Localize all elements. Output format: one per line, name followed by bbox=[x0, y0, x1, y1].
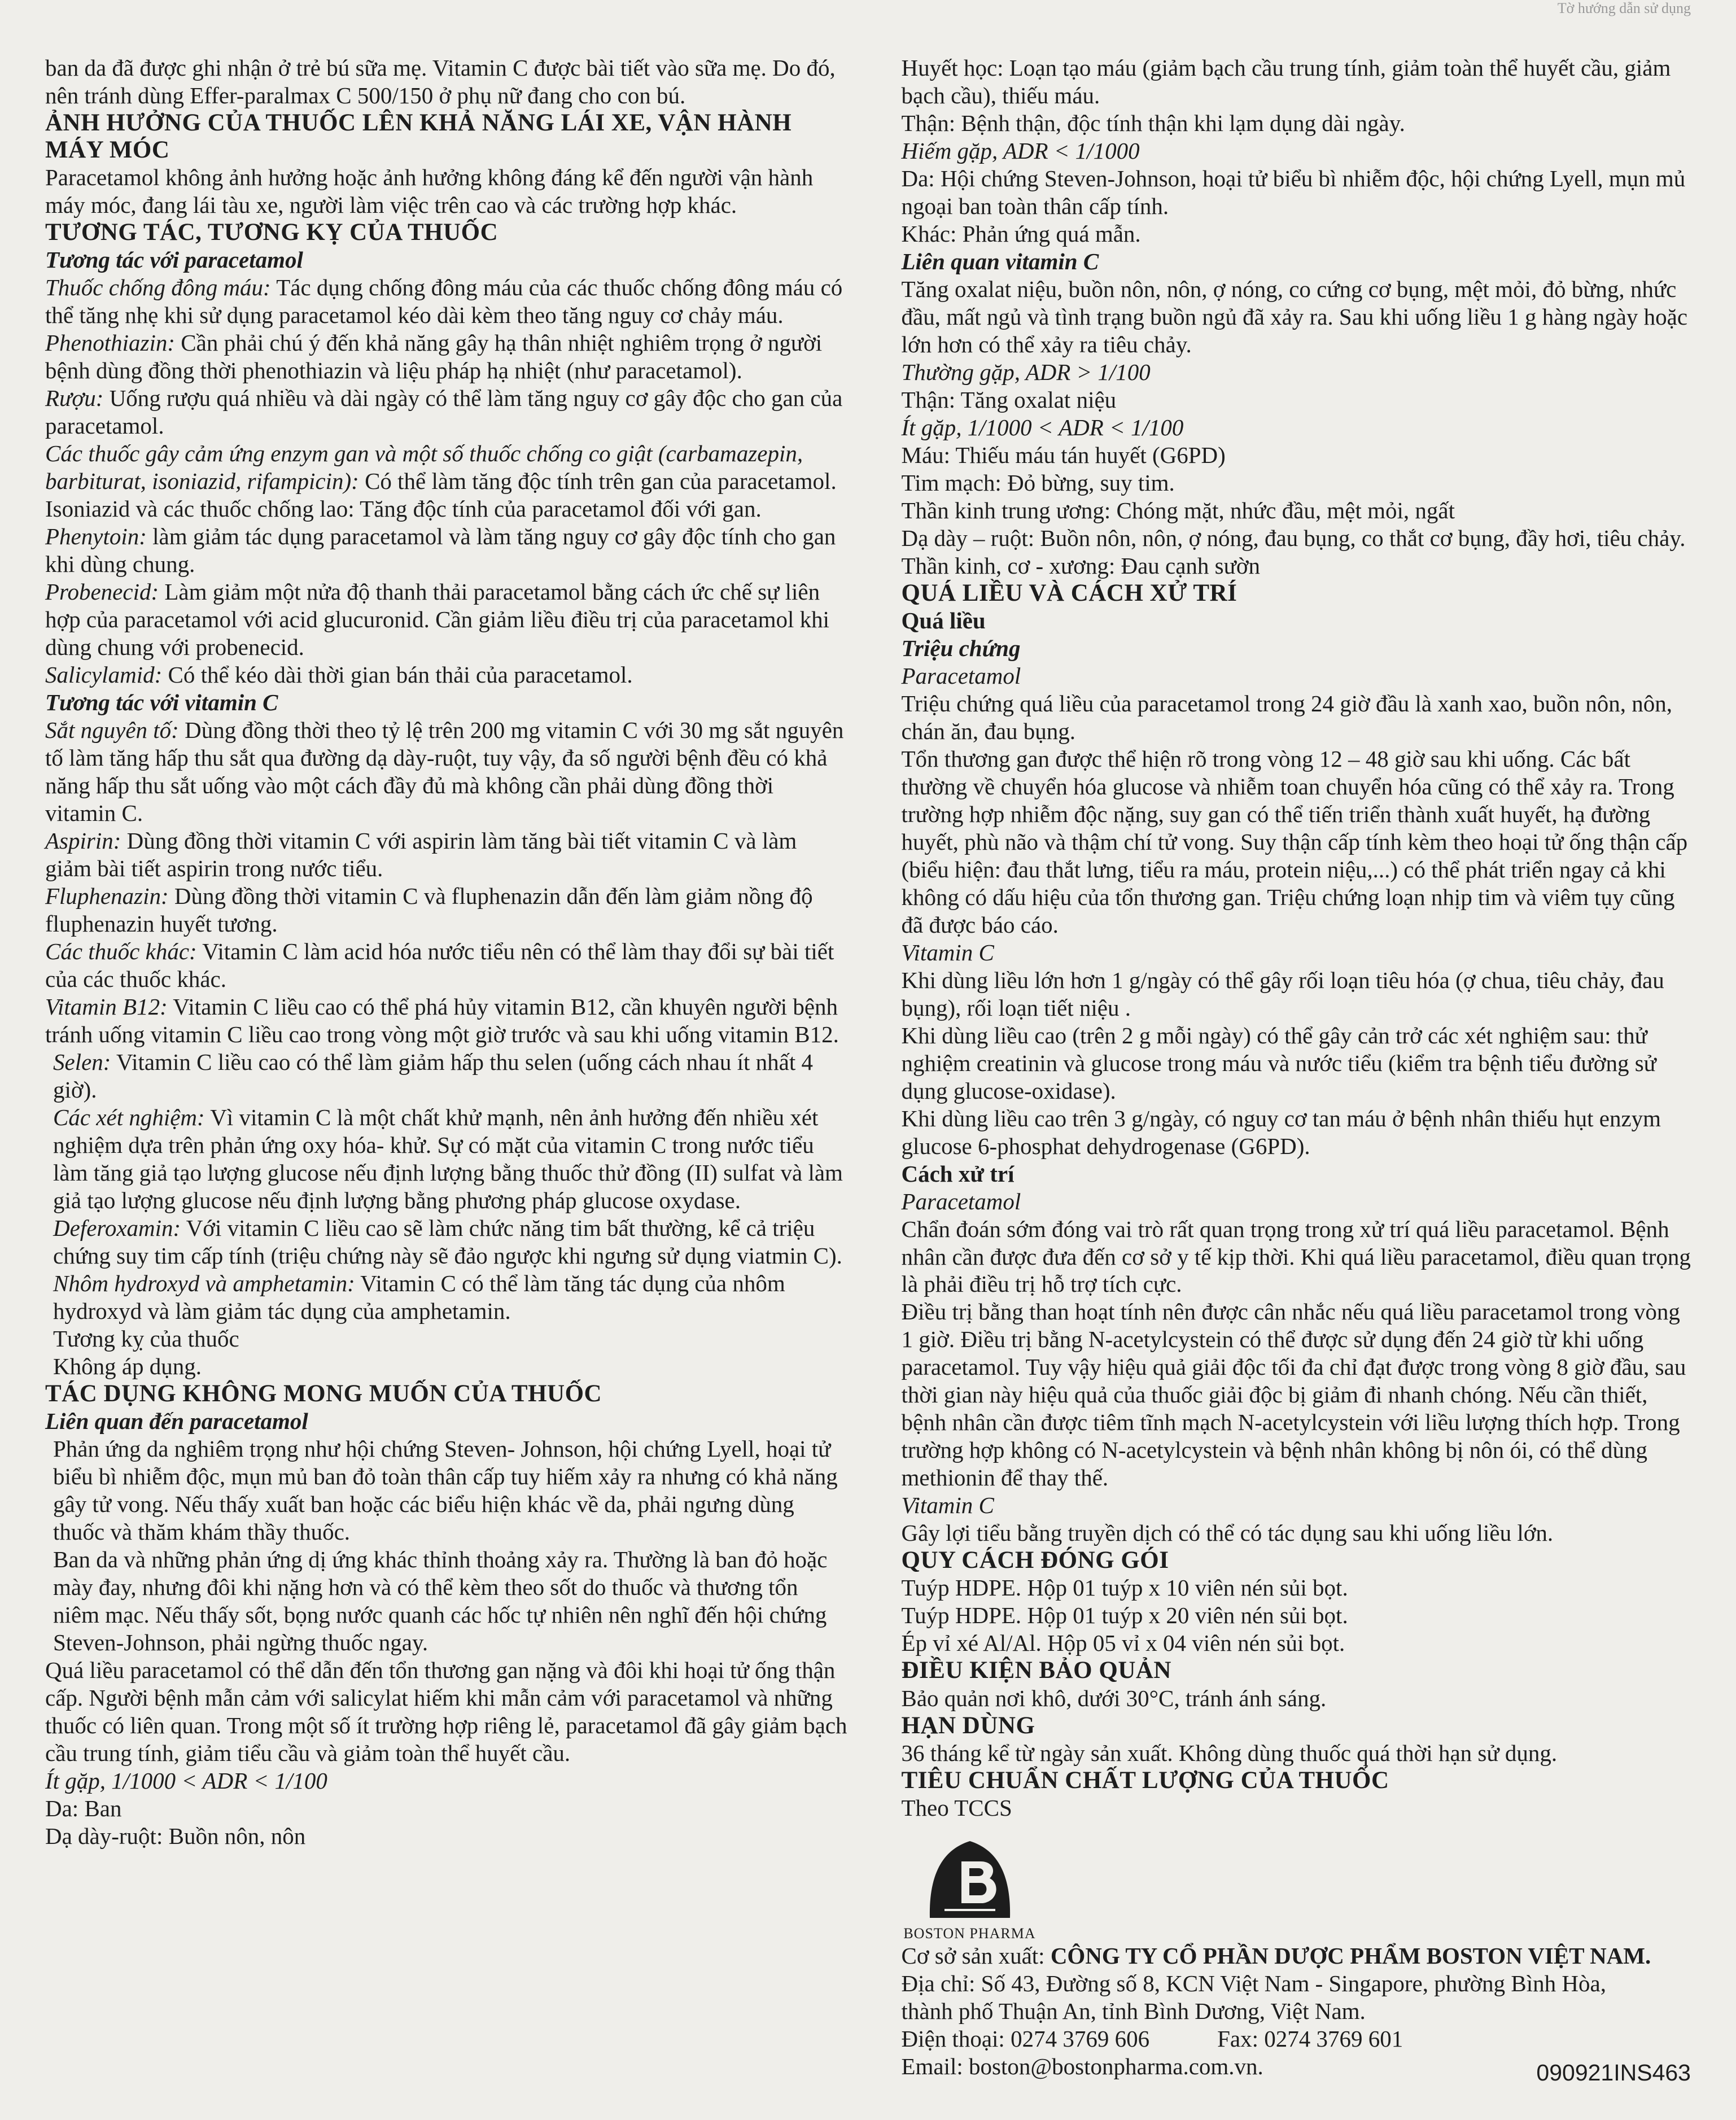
enzyme-item bbox=[45, 440, 849, 495]
paracetamol-interaction-subheading: Tương tác với paracetamol bbox=[45, 247, 303, 273]
other-drugs-text: Vitamin C làm acid hóa nước tiểu nên có thể làm thay đổi sự bài tiết của các thuốc khác. bbox=[45, 938, 834, 992]
very-rare-frequency-label: Hiếm gặp, ADR < 1/1000 bbox=[901, 137, 1140, 164]
address-line-2: thành phố Thuận An, tỉnh Bình Dương, Việt Nam. bbox=[901, 1997, 1366, 2024]
symptoms-vitamin-c-label: Vitamin C bbox=[901, 939, 994, 965]
adverse-paragraph-1: Phản ứng da nghiêm trọng như hội chứng Steven- Johnson, hội chứng Lyell, hoại tử biểu bì nhiễm độc, mụn mủ ban đỏ toàn thân cấp tuy hiếm xảy ra nhưng có khả năng gây tử vong. Nếu thấy xuất ban hoặc các biểu hiện khác về da, phải ngưng dùng thuốc và thăm khám thầy thuốc. bbox=[53, 1435, 838, 1545]
salicylamid-item bbox=[45, 661, 849, 689]
gi-effect-2: Dạ dày – ruột: Buồn nôn, nôn, ợ nóng, đau bụng, co thắt cơ bụng, đầy hơi, tiêu chảy. bbox=[901, 524, 1686, 551]
packaging-item-3: Ép vỉ xé Al/Al. Hộp 05 vỉ x 04 viên nén sủi bọt. bbox=[901, 1630, 1345, 1656]
intro-text: ban da đã được ghi nhận ở trẻ bú sữa mẹ. Vitamin C được bài tiết vào sữa mẹ. Do đó, nên tránh dùng Effer-paralmax C 500/150 ở phụ nữ đang cho con bú. bbox=[45, 55, 836, 108]
treatment-paracetamol-label: Paracetamol bbox=[901, 1188, 1021, 1214]
selen-text: Vitamin C liều cao có thể làm giảm hấp thu selen (uống cách nhau ít nhất 4 giờ). bbox=[53, 1048, 813, 1103]
aluminium-label: Nhôm hydroxyd và amphetamin: bbox=[53, 1270, 355, 1296]
probenecid-item bbox=[45, 578, 849, 661]
storage-text: Bảo quản nơi khô, dưới 30°C, tránh ánh sáng. bbox=[901, 1685, 1327, 1711]
overdose-subheading: Quá liều bbox=[901, 607, 986, 633]
rare-frequency-label-2: Ít gặp, 1/1000 < ADR < 1/100 bbox=[901, 414, 1184, 440]
storage-heading: ĐIỀU KIỆN BẢO QUẢN bbox=[901, 1657, 1171, 1684]
vitamin-c-adverse-subheading: Liên quan vitamin C bbox=[901, 248, 1099, 274]
symptoms-vitc-1: Khi dùng liều lớn hơn 1 g/ngày có thể gây rối loạn tiêu hóa (ợ chua, tiêu chảy, đau bụng), rối loạn tiết niệu . bbox=[901, 967, 1664, 1021]
tests-text: Vì vitamin C là một chất khử mạnh, nên ảnh hưởng đến nhiều xét nghiệm dựa trên phản ứng oxy hóa- khử. Sự có mặt của vitamin C trong nước tiểu làm tăng giả tạo lượng glucose nếu định lượng bằng thuốc thử đồng (II) sulfat và làm giả tạo lượng glucose nếu định lượng bằng phương pháp glucose oxydase. bbox=[53, 1104, 843, 1213]
aspirin-item bbox=[45, 827, 849, 882]
skin-severe-effect: Da: Hội chứng Steven-Johnson, hoại tử biểu bì nhiễm độc, hội chứng Lyell, mụn mủ ngoại ban toàn thân cấp tính. bbox=[901, 165, 1686, 219]
fluphenazin-item bbox=[45, 882, 849, 938]
vitamin-c-interaction-subheading: Tương tác với vitamin C bbox=[45, 689, 278, 716]
symptoms-paragraph-2: Tổn thương gan được thể hiện rõ trong vòng 12 – 48 giờ sau khi uống. Các bất thường về chuyển hóa glucose và nhiễm toan chuyển hóa cũng có thể xảy ra. Trong trường hợp nhiễm độc nặng, suy gan có thể tiến triển thành xuất huyết, hạ đường huyết, phù não và thậm chí tử vong. Suy thận cấp tính kèm theo hoại tử ống thận cấp (biểu hiện: đau thắt lưng, tiểu ra máu, protein niệu,...) có thể phát triển ngay cả khi không có dấu hiệu của tổn thương gan. Triệu chứng loạn nhịp tim và viêm tụy cũng đã được báo cáo. bbox=[901, 745, 1688, 938]
overdose-heading: QUÁ LIỀU VÀ CÁCH XỬ TRÍ bbox=[901, 579, 1237, 606]
probenecid-text: Làm giảm một nửa độ thanh thải paracetamol bằng cách ức chế sự liên hợp của paracetamol với acid glucuronid. Cần giảm liều điều trị của paracetamol khi dùng chung với probenecid. bbox=[45, 579, 830, 661]
tests-item bbox=[45, 1104, 849, 1214]
kidney-oxalate-effect: Thận: Tăng oxalat niệu bbox=[901, 386, 1117, 413]
salicylamid-text: Có thể kéo dài thời gian bán thải của paracetamol. bbox=[162, 662, 633, 688]
phenytoin-label: Phenytoin: bbox=[45, 523, 147, 550]
b12-label: Vitamin B12: bbox=[45, 993, 168, 1020]
aspirin-text: Dùng đồng thời vitamin C với aspirin làm tăng bài tiết vitamin C và làm giảm bài tiết aspirin trong nước tiểu. bbox=[45, 828, 797, 882]
document-code: 090921INS463 bbox=[1536, 2060, 1691, 2086]
cardio-effect: Tim mạch: Đỏ bừng, suy tim. bbox=[901, 469, 1175, 496]
alcohol-item bbox=[45, 384, 849, 440]
manufacturer-label: Cơ sở sản xuất: bbox=[901, 1942, 1051, 1969]
phenytoin-item bbox=[45, 523, 849, 578]
interaction-heading: TƯƠNG TÁC, TƯƠNG KỴ CỦA THUỐC bbox=[45, 219, 499, 246]
symptoms-paragraph-1: Triệu chứng quá liều của paracetamol trong 24 giờ đầu là xanh xao, buồn nôn, nôn, chán ăn, đau bụng. bbox=[901, 690, 1672, 744]
blood-hemolysis-effect: Máu: Thiếu máu tán huyết (G6PD) bbox=[901, 442, 1226, 468]
address-line-1: Địa chỉ: Số 43, Đường số 8, KCN Việt Nam - Singapore, phường Bình Hòa, bbox=[901, 1970, 1606, 1996]
treatment-paragraph-2: Điều trị bằng than hoạt tính nên được cân nhắc nếu quá liều paracetamol trong vòng 1 giờ. Điều trị bằng N-acetylcystein có thể được sử dụng đến 24 giờ từ khi uống paracetamol. Tuy vậy hiệu quả giải độc tối đa chỉ đạt được trong vòng 8 giờ đầu, sau thời gian này hiệu quả của thuốc giải độc bị giảm đi nhanh chóng. Nếu cần thiết, bệnh nhân cần được tiêm tĩnh mạch N-acetylcystein với liều lượng thích hợp. Trong trường hợp không có N-acetylcystein và bệnh nhân không bị nôn ói, có thể dùng methionin để thay thế. bbox=[901, 1299, 1686, 1491]
enzyme-label: Các thuốc gây cảm ứng enzym gan và một số thuốc chống co giật (carbamazepin, barbiturat, isoniazid, rifampicin): bbox=[45, 440, 803, 495]
musculoskeletal-effect: Thần kinh, cơ - xương: Đau cạnh sườn bbox=[901, 552, 1261, 579]
driving-heading: ẢNH HƯỞNG CỦA THUỐC LÊN KHẢ NĂNG LÁI XE, VẬN HÀNH MÁY MÓC bbox=[45, 109, 792, 164]
hypersensitivity-effect: Khác: Phản ứng quá mẫn. bbox=[901, 220, 1141, 247]
incompatibility-label: Tương kỵ của thuốc bbox=[53, 1325, 239, 1352]
incompatibility-text: Không áp dụng. bbox=[53, 1353, 202, 1379]
symptoms-vitc-2: Khi dùng liều cao (trên 2 g mỗi ngày) có thể gây cản trở các xét nghiệm sau: thử nghiệm creatinin và glucose trong máu và nước tiểu (kiểm tra bệnh tiểu đường sử dụng glucose-oxidase). bbox=[901, 1022, 1656, 1104]
deferoxamin-text: Với vitamin C liều cao sẽ làm chức năng tim bất thường, kể cả triệu chứng suy tim cấp tính (triệu chứng này sẽ đảo ngược khi ngưng sử dụng viatmin C). bbox=[53, 1214, 842, 1269]
left-column bbox=[45, 54, 849, 2097]
driving-text: Paracetamol không ảnh hưởng hoặc ảnh hưởng không đáng kể đến người vận hành máy móc, đang lái tàu xe, người làm việc trên cao và các trường hợp khác. bbox=[45, 164, 814, 218]
boston-pharma-logo bbox=[894, 1838, 1046, 1942]
symptoms-subheading: Triệu chứng bbox=[901, 635, 1021, 661]
iron-item bbox=[45, 716, 849, 827]
phenothiazin-label: Phenothiazin: bbox=[45, 330, 176, 356]
skin-effect: Da: Ban bbox=[45, 1795, 122, 1821]
iron-label: Sắt nguyên tố: bbox=[45, 717, 179, 744]
deferoxamin-item bbox=[45, 1214, 849, 1270]
selen-label: Selen: bbox=[53, 1048, 111, 1075]
aluminium-item bbox=[45, 1270, 849, 1325]
vitamin-c-adverse-text: Tăng oxalat niệu, buồn nôn, nôn, ợ nóng, co cứng cơ bụng, mệt mỏi, đỏ bừng, nhức đầu, mất ngủ và tình trạng buồn ngủ đã xảy ra. Sau khi uống liều 1 g hàng ngày hoặc lớn hơn có thể xảy ra tiêu chảy. bbox=[901, 276, 1688, 357]
other-drugs-label: Các thuốc khác: bbox=[45, 938, 197, 965]
tests-label: Các xét nghiệm: bbox=[53, 1104, 205, 1130]
phenothiazin-text: Cần phải chú ý đến khả năng gây hạ thân nhiệt nghiêm trọng ở người bệnh dùng đồng thời phenothiazin và liệu pháp hạ nhiệt (như paracetamol). bbox=[45, 330, 823, 384]
treatment-subheading: Cách xử trí bbox=[901, 1160, 1015, 1187]
packaging-item-2: Tuýp HDPE. Hộp 01 tuýp x 20 viên nén sủi bọt. bbox=[901, 1602, 1348, 1629]
deferoxamin-label: Deferoxamin: bbox=[53, 1214, 181, 1241]
phone-number: Điện thoại: 0274 3769 606 bbox=[901, 2025, 1150, 2052]
enzyme-text: Có thể làm tăng độc tính trên gan của paracetamol. bbox=[358, 468, 837, 495]
alcohol-text: Uống rượu quá nhiều và dài ngày có thể làm tăng nguy cơ gây độc cho gan của paracetamol. bbox=[45, 385, 843, 439]
phone-fax-line bbox=[894, 2025, 1697, 2053]
quality-heading: TIÊU CHUẨN CHẤT LƯỢNG CỦA THUỐC bbox=[901, 1767, 1389, 1794]
corner-note: Tờ hướng dẫn sử dụng bbox=[1557, 0, 1691, 16]
gi-effect: Dạ dày-ruột: Buồn nôn, nôn bbox=[45, 1822, 306, 1849]
probenecid-label: Probenecid: bbox=[45, 579, 159, 605]
manufacturer-name: CÔNG TY CỔ PHẦN DƯỢC PHẨM BOSTON VIỆT NAM. bbox=[1050, 1942, 1651, 1969]
shelf-life-heading: HẠN DÙNG bbox=[901, 1712, 1035, 1739]
aluminium-text: Vitamin C có thể làm tăng tác dụng của nhôm hydroxyd và làm giảm tác dụng của amphetamin. bbox=[53, 1270, 785, 1324]
kidney-effect: Thận: Bệnh thận, độc tính thận khi lạm dụng dài ngày. bbox=[901, 110, 1405, 136]
symptoms-paracetamol-label: Paracetamol bbox=[901, 662, 1021, 689]
blood-effect: Huyết học: Loạn tạo máu (giảm bạch cầu trung tính, giảm toàn thể huyết cầu, giảm bạch cầu), thiếu máu. bbox=[901, 55, 1671, 108]
fluphenazin-text: Dùng đồng thời vitamin C và fluphenazin dẫn đến làm giảm nồng độ fluphenazin huyết tương. bbox=[45, 883, 813, 937]
salicylamid-label: Salicylamid: bbox=[45, 662, 163, 688]
treatment-vitamin-c-label: Vitamin C bbox=[901, 1492, 994, 1519]
logo-text: BOSTON PHARMA bbox=[903, 1925, 1036, 1942]
adverse-heading: TÁC DỤNG KHÔNG MONG MUỐN CỦA THUỐC bbox=[45, 1380, 602, 1407]
rare-frequency-label: Ít gặp, 1/1000 < ADR < 1/100 bbox=[45, 1767, 327, 1794]
treatment-vitc-text: Gây lợi tiểu bằng truyền dịch có thể có tác dụng sau khi uống liều lớn. bbox=[901, 1520, 1554, 1546]
symptoms-vitc-3: Khi dùng liều cao trên 3 g/ngày, có nguy cơ tan máu ở bệnh nhân thiếu hụt enzym glucose 6-phosphat dehydrogenase (G6PD). bbox=[901, 1105, 1661, 1159]
email-line: Email: boston@bostonpharma.com.vn. bbox=[901, 2053, 1263, 2079]
fax-number: Fax: 0274 3769 601 bbox=[1217, 2025, 1403, 2052]
selen-item bbox=[45, 1048, 849, 1104]
aspirin-label: Aspirin: bbox=[45, 828, 121, 854]
other-drugs-item bbox=[45, 938, 849, 993]
alcohol-label: Rượu: bbox=[45, 385, 104, 412]
common-frequency-label: Thường gặp, ADR > 1/100 bbox=[901, 359, 1151, 385]
treatment-paragraph-1: Chẩn đoán sớm đóng vai trò rất quan trọng trong xử trí quá liều paracetamol. Bệnh nhân cần được đưa đến cơ sở y tế kịp thời. Khi quá liều paracetamol, điều quan trọng là phải điều trị hỗ trợ tích cực. bbox=[901, 1216, 1691, 1297]
quality-text: Theo TCCS bbox=[901, 1794, 1012, 1821]
right-column bbox=[894, 54, 1697, 2097]
cns-effect: Thần kinh trung ương: Chóng mặt, nhức đầu, mệt mỏi, ngất bbox=[901, 497, 1455, 523]
adverse-paragraph-3: Quá liều paracetamol có thể dẫn đến tổn thương gan nặng và đôi khi hoại tử ống thận cấp. Người bệnh mẫn cảm với salicylat hiếm khi mẫn cảm với paracetamol và những thuốc có liên quan. Trong một số ít trường hợp riêng lẻ, paracetamol đã gây giảm bạch cầu trung tính, giảm tiểu cầu và giảm toàn thể huyết cầu. bbox=[45, 1656, 847, 1766]
phenothiazin-item bbox=[45, 329, 849, 384]
packaging-item-1: Tuýp HDPE. Hộp 01 tuýp x 10 viên nén sủi bọt. bbox=[901, 1575, 1348, 1601]
phenytoin-text: làm giảm tác dụng paracetamol và làm tăng nguy cơ gây độc tính cho gan khi dùng chung. bbox=[45, 523, 836, 578]
fluphenazin-label: Fluphenazin: bbox=[45, 883, 169, 910]
b12-text: Vitamin C liều cao có thể phá hủy vitamin B12, cần khuyên người bệnh tránh uống vitamin C liều cao trong vòng một giờ trước và sau khi uống vitamin B12. bbox=[45, 993, 839, 1047]
packaging-heading: QUY CÁCH ĐÓNG GÓI bbox=[901, 1547, 1169, 1574]
anticoagulant-label: Thuốc chống đông máu: bbox=[45, 274, 271, 301]
b12-item bbox=[45, 993, 849, 1048]
boston-logo-icon bbox=[922, 1838, 1018, 1922]
anticoagulant-text: Tác dụng chống đông máu của các thuốc chống đông máu có thể tăng nhẹ khi sử dụng paracetamol kéo dài kèm theo tăng nguy cơ chảy máu. bbox=[45, 274, 843, 329]
isoniazid-item: Isoniazid và các thuốc chống lao: Tăng độc tính của paracetamol đối với gan. bbox=[45, 496, 762, 522]
adverse-paracetamol-subheading: Liên quan đến paracetamol bbox=[45, 1407, 308, 1434]
manufacturer-line bbox=[894, 1942, 1697, 1970]
shelf-life-text: 36 tháng kể từ ngày sản xuất. Không dùng thuốc quá thời hạn sử dụng. bbox=[901, 1739, 1558, 1766]
adverse-paragraph-2: Ban da và những phản ứng dị ứng khác thỉnh thoảng xảy ra. Thường là ban đỏ hoặc mày đay, nhưng đôi khi nặng hơn và có thể kèm theo sốt do thuốc và thương tổn niêm mạc. Nếu thấy sốt, bọng nước quanh các hốc tự nhiên nên nghĩ đến hội chứng Steven-Johnson, phải ngừng thuốc ngay. bbox=[53, 1546, 828, 1655]
anticoagulant-item bbox=[45, 274, 849, 329]
manufacturer-block bbox=[894, 1838, 1697, 1942]
iron-text: Dùng đồng thời theo tỷ lệ trên 200 mg vitamin C với 30 mg sắt nguyên tố làm tăng hấp thu sắt qua đường dạ dày-ruột, tuy vậy, đa số người bệnh đều có khả năng hấp thu sắt uống vào một cách đầy đủ mà không cần phải dùng đồng thời vitamin C. bbox=[45, 717, 844, 827]
